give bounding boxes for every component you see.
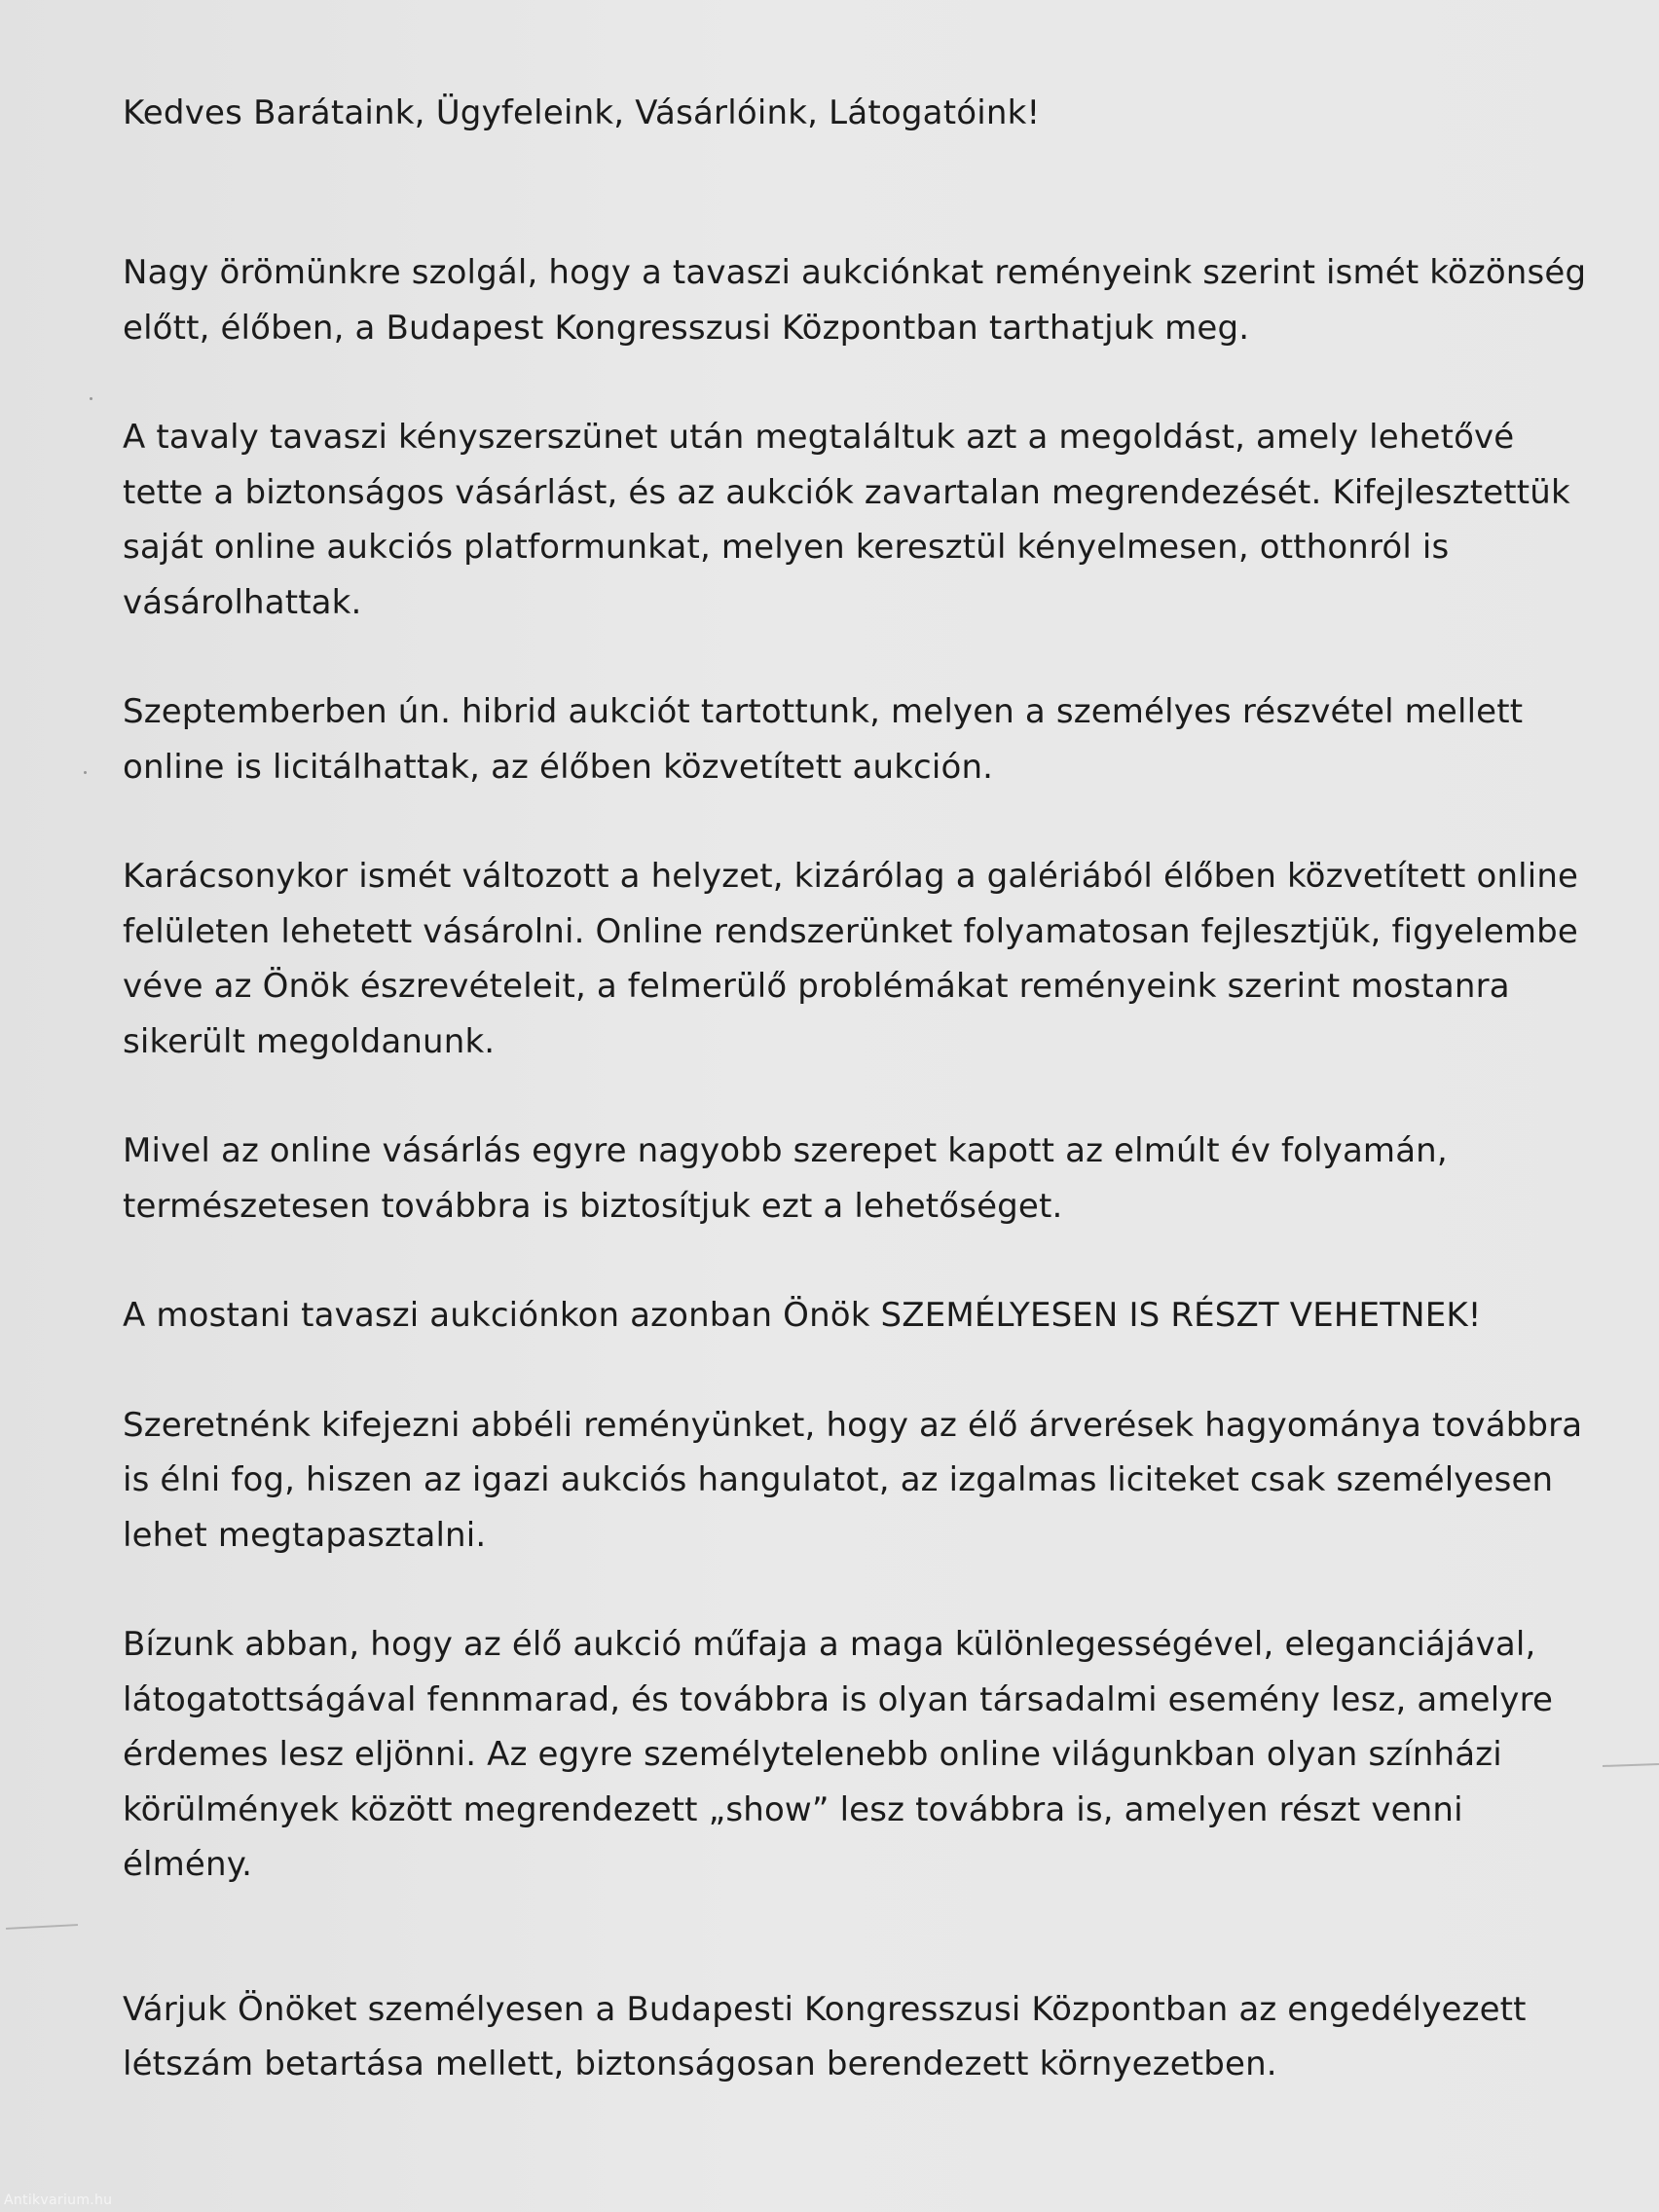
paragraph-5 [123,1124,1583,1234]
text-line: Mivel az online vásárlás egyre nagyobb szerepet kapott az elmúlt év folyamán, [123,1131,1448,1170]
text-line: Szeptemberben ún. hibrid aukciót tartottunk, melyen a személyes részvétel mellett [123,692,1524,731]
text-line: felületen lehetett vásárolni. Online rendszerünket folyamatosan fejlesztjük, figyelembe [123,911,1578,951]
paragraph-6 [123,1288,1583,1344]
text-line: látogatottságával fennmarad, és továbbra is olyan társadalmi esemény lesz, amelyre [123,1679,1554,1719]
text-line: előtt, élőben, a Budapest Kongresszusi Központban tarthatjuk meg. [123,308,1250,348]
text-line: sikerült megoldanunk. [123,1021,496,1061]
paragraph-2 [123,410,1583,630]
paper-scratch-left [6,1924,78,1930]
text-line: érdemes lesz eljönni. Az egyre személytelenebb online világunkban olyan színházi [123,1735,1502,1774]
text-line: saját online aukciós platformunkat, melyen keresztül kényelmesen, otthonról is [123,528,1450,567]
salutation: Kedves Barátaink, Ügyfeleink, Vásárlóink, Látogatóink! [123,93,1041,132]
text-line: véve az Önök észrevételeit, a felmerülő problémákat reményeink szerint mostanra [123,967,1510,1006]
text-line: lehet megtapasztalni. [123,1515,487,1555]
letter-body [123,86,1587,2147]
paragraph-7 [123,1398,1583,1564]
watermark: Antikvarium.hu [4,2193,113,2208]
text-line: élmény. [123,1845,253,1884]
text-line: vásárolhattak. [123,582,362,622]
text-line: Várjuk Önöket személyesen a Budapesti Kongresszusi Központban az engedélyezett [123,1989,1527,2029]
closing-paragraph [123,1982,1583,2092]
text-line: Szeretnénk kifejezni abbéli reményünket, hogy az élő árverések hagyománya továbbra [123,1405,1583,1445]
paper-speck [90,397,92,400]
text-line: körülmények között megrendezett „show” lesz továbbra is, amelyen részt venni [123,1789,1463,1829]
text-line: A tavaly tavaszi kényszerszünet után megtaláltuk azt a megoldást, amely lehetővé [123,418,1515,457]
text-line: Karácsonykor ismét változott a helyzet, kizárólag a galériából élőben közvetített online [123,857,1579,896]
text-line: létszám betartása mellett, biztonságosan berendezett környezetben. [123,2045,1277,2083]
paragraph-8 [123,1617,1583,1893]
text-line: Bízunk abban, hogy az élő aukció műfaja a maga különlegességével, eleganciájával, [123,1625,1536,1664]
text-line: természetesen továbbra is biztosítjuk ezt a lehetőséget. [123,1186,1063,1226]
paper-speck [84,771,87,774]
paper-scratch-right [1603,1763,1659,1767]
paragraph-4 [123,849,1583,1069]
text-line: tette a biztonságos vásárlást, és az aukciók zavartalan megrendezését. Kifejlesztettük [123,472,1570,512]
text-line: Nagy örömünkre szolgál, hogy a tavaszi aukciónkat reményeink szerint ismét közönség [123,253,1587,292]
paragraph-1 [123,245,1587,355]
text-line: A mostani tavaszi aukciónkon azonban Önök SZEMÉLYESEN IS RÉSZT VEHETNEK! [123,1296,1482,1335]
text-line: is élni fog, hiszen az igazi aukciós hangulatot, az izgalmas liciteket csak személyesen [123,1460,1554,1499]
text-line: online is licitálhattak, az élőben közvetített aukción. [123,747,994,787]
paragraph-3 [123,684,1583,794]
